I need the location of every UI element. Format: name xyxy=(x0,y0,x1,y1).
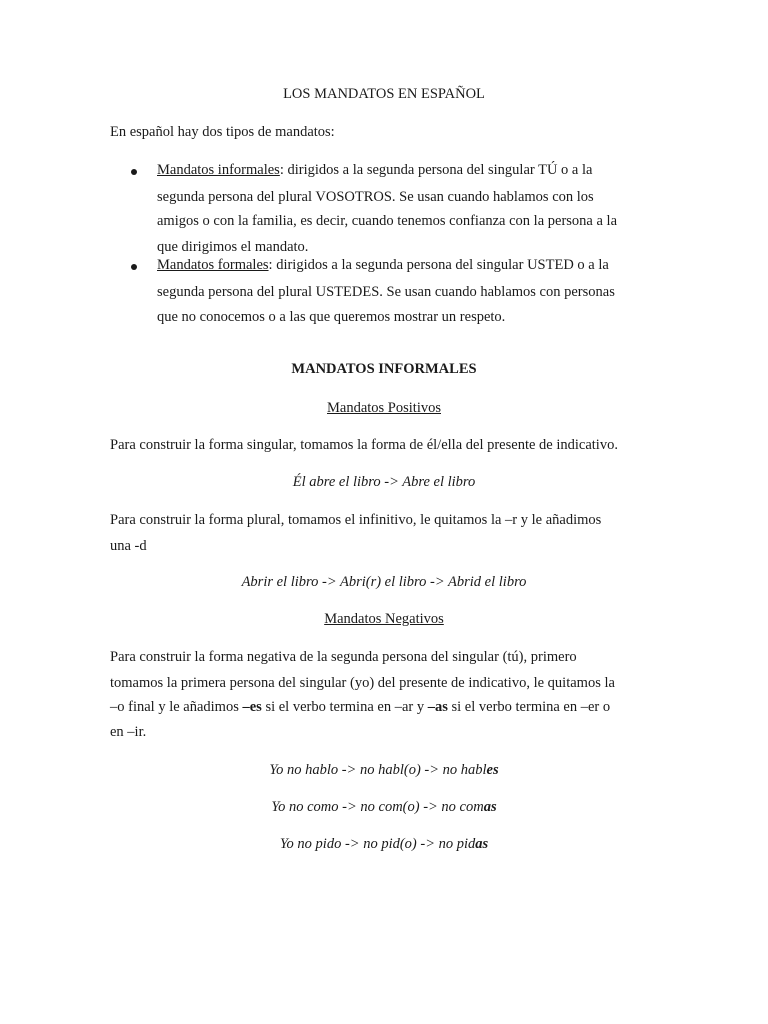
rule-text: una -d xyxy=(110,538,147,554)
rule-fragment: si el verbo termina en –ar y xyxy=(261,699,428,715)
example-ending: as xyxy=(475,836,489,852)
intro-text: En español hay dos tipos de mandatos: xyxy=(110,124,335,140)
rule-text: tomamos la primera persona del singular (yo) del presente de indicativo, le quitamos la xyxy=(110,675,615,691)
rule-fragment: si el verbo termina en –er o xyxy=(447,699,611,715)
example-text: Abrir el libro -> Abri(r) el libro -> Abrid el libro xyxy=(241,574,527,590)
rule-fragment: –o final y le añadimos xyxy=(110,699,243,715)
example-text xyxy=(0,836,768,853)
subsection-heading: Mandatos Positivos xyxy=(327,400,441,416)
bullet-line xyxy=(157,162,592,179)
subsection-heading: Mandatos Negativos xyxy=(324,611,444,627)
rule-text: Para construir la forma plural, tomamos el infinitivo, le quitamos la –r y le añadimos xyxy=(110,512,602,528)
rule-text: Para construir la forma negativa de la segunda persona del singular (tú), primero xyxy=(110,649,577,665)
example-ending: as xyxy=(483,799,497,815)
bullet-term: Mandatos formales xyxy=(157,257,269,273)
rule-text xyxy=(110,699,610,716)
rule-text: en –ir. xyxy=(110,724,147,740)
example-body: Yo no como -> no com(o) -> no com xyxy=(271,799,484,815)
bullet-line: amigos o con la familia, es decir, cuando tenemos confianza con la persona a la xyxy=(157,213,618,229)
document-title: LOS MANDATOS EN ESPAÑOL xyxy=(283,86,485,102)
section-heading: MANDATOS INFORMALES xyxy=(291,361,477,377)
bullet-line: segunda persona del plural VOSOTROS. Se usan cuando hablamos con los xyxy=(157,189,594,205)
rule-text: Para construir la forma singular, tomamos la forma de él/ella del presente de indicativo. xyxy=(110,437,618,453)
bullet-text: : dirigidos a la segunda persona del singular TÚ o a la xyxy=(279,162,593,178)
bullet-text: : dirigidos a la segunda persona del singular USTED o a la xyxy=(268,257,609,273)
ending-es: –es xyxy=(242,699,262,715)
bullet-line: segunda persona del plural USTEDES. Se usan cuando hablamos con personas xyxy=(157,284,615,300)
example-ending: es xyxy=(486,762,499,778)
bullet-dot xyxy=(131,169,137,175)
ending-as: –as xyxy=(427,699,448,715)
bullet-term: Mandatos informales xyxy=(157,162,280,178)
example-body: Yo no hablo -> no habl(o) -> no habl xyxy=(269,762,487,778)
bullet-line: que dirigimos el mandato. xyxy=(157,239,309,255)
bullet-line: que no conocemos o a las que queremos mostrar un respeto. xyxy=(157,309,506,325)
example-text: Él abre el libro -> Abre el libro xyxy=(292,474,476,490)
example-text xyxy=(0,799,768,816)
bullet-line xyxy=(157,257,609,274)
example-text xyxy=(0,762,768,779)
example-body: Yo no pido -> no pid(o) -> no pid xyxy=(279,836,476,852)
bullet-dot xyxy=(131,264,137,270)
